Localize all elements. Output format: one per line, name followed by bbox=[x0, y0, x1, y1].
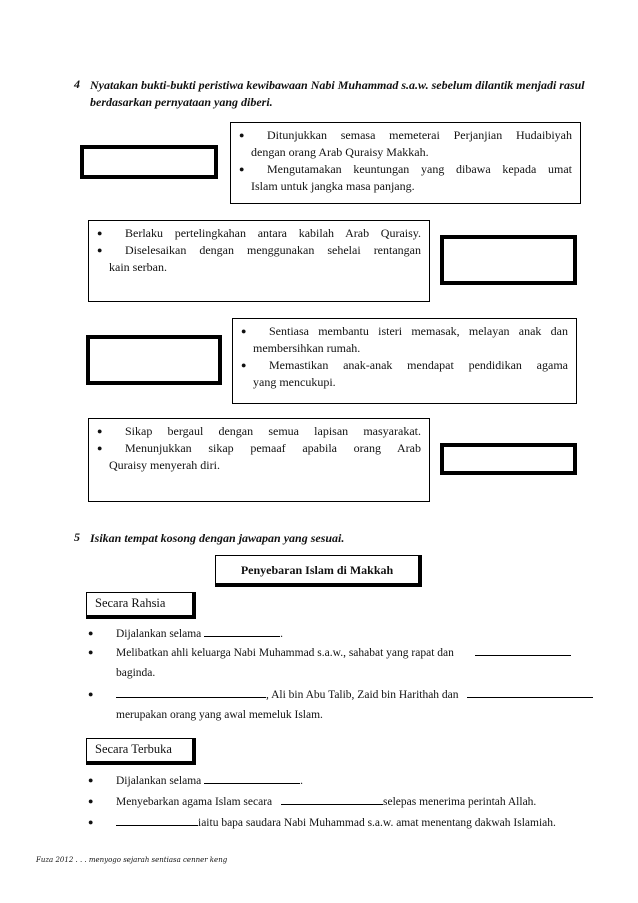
bullet-icon: ● bbox=[97, 245, 103, 255]
bullet-icon: ● bbox=[241, 360, 247, 370]
question-5-number: 5 bbox=[74, 530, 80, 544]
statement-4-line1: ● Sikap bergaul dengan semua lapisan masyarakat. bbox=[97, 424, 421, 438]
bullet-icon: ● bbox=[97, 228, 103, 238]
question-4-line2: berdasarkan pernyataan yang diberi. bbox=[90, 95, 273, 109]
statement-2-line2: ● Diselesaikan dengan menggunakan sehelai rentangan bbox=[97, 243, 421, 257]
heading-secara-terbuka: Secara Terbuka bbox=[86, 738, 196, 765]
statement-2-line3: kain serban. bbox=[109, 260, 167, 274]
statement-box-1 bbox=[230, 122, 581, 204]
bullet-icon: ● bbox=[241, 326, 247, 336]
question-4-text bbox=[90, 77, 600, 111]
question-4-number: 4 bbox=[74, 77, 80, 91]
blank-rahsia-group[interactable] bbox=[475, 644, 571, 656]
answer-box-3[interactable] bbox=[86, 335, 222, 385]
statement-3-line3: ● Memastikan anak-anak mendapat pendidikan agama bbox=[241, 358, 568, 372]
blank-rahsia-first-convert[interactable] bbox=[116, 686, 266, 698]
statement-1-line2: dengan orang Arab Quraisy Makkah. bbox=[251, 145, 429, 159]
blank-terbuka-opponent[interactable] bbox=[116, 814, 198, 826]
bullet-icon: ● bbox=[88, 775, 94, 785]
answer-box-4[interactable] bbox=[440, 443, 577, 475]
blank-terbuka-duration[interactable] bbox=[204, 772, 300, 784]
page-footer: Fuza 2012 . . . menyogo sejarah sentiasa cenner keng bbox=[36, 856, 228, 864]
bullet-icon: ● bbox=[88, 689, 94, 699]
statement-3-line2: membersihkan rumah. bbox=[253, 341, 361, 355]
bullet-icon: ● bbox=[88, 796, 94, 806]
rahsia-item-3-cont: merupakan orang yang awal memeluk Islam. bbox=[116, 709, 323, 721]
terbuka-item-3: ● iaitu bapa saudara Nabi Muhammad s.a.w. amat menentang dakwah Islamiah. bbox=[88, 813, 618, 832]
statement-3-line1: ● Sentiasa membantu isteri memasak, melayan anak dan bbox=[241, 324, 568, 338]
statement-3-line4: yang mencukupi. bbox=[253, 375, 336, 389]
statement-4-line3: Quraisy menyerah diri. bbox=[109, 458, 220, 472]
bullet-icon: ● bbox=[239, 130, 245, 140]
statement-box-4 bbox=[88, 418, 430, 502]
bullet-icon: ● bbox=[97, 443, 103, 453]
terbuka-item-1: ● Dijalankan selama . bbox=[88, 771, 303, 790]
rahsia-item-2-cont: baginda. bbox=[116, 667, 156, 679]
bullet-icon: ● bbox=[88, 628, 94, 638]
bullet-icon: ● bbox=[239, 164, 245, 174]
question-5-text: Isikan tempat kosong dengan jawapan yang sesuai. bbox=[90, 531, 345, 545]
statement-box-3 bbox=[232, 318, 577, 404]
answer-box-1[interactable] bbox=[80, 145, 218, 179]
answer-box-2[interactable] bbox=[440, 235, 577, 285]
statement-1-line1: ● Ditunjukkan semasa memeterai Perjanjian Hudaibiyah bbox=[239, 128, 572, 142]
statement-2-line1: ● Berlaku pertelingkahan antara kabilah Arab Quraisy. bbox=[97, 226, 421, 240]
heading-secara-rahsia: Secara Rahsia bbox=[86, 592, 196, 619]
rahsia-item-2: ● Melibatkan ahli keluarga Nabi Muhammad s.a.w., sahabat yang rapat dan bbox=[88, 643, 608, 662]
terbuka-item-2: ● Menyebarkan agama Islam secara selepas menerima perintah Allah. bbox=[88, 792, 618, 811]
rahsia-item-3: ● , Ali bin Abu Talib, Zaid bin Harithah dan bbox=[88, 685, 618, 704]
bullet-icon: ● bbox=[88, 817, 94, 827]
section-title: Penyebaran Islam di Makkah bbox=[215, 555, 422, 587]
bullet-icon: ● bbox=[97, 426, 103, 436]
blank-rahsia-second-convert[interactable] bbox=[467, 686, 593, 698]
statement-1-line3: ● Mengutamakan keuntungan yang dibawa kepada umat bbox=[239, 162, 572, 176]
question-4-line1: Nyatakan bukti-bukti peristiwa kewibawaan Nabi Muhammad s.a.w. sebelum dilantik menjadi rasul bbox=[90, 78, 585, 92]
rahsia-item-1: ● Dijalankan selama . bbox=[88, 624, 283, 643]
statement-box-2 bbox=[88, 220, 430, 302]
statement-4-line2: ● Menunjukkan sikap pemaaf apabila orang Arab bbox=[97, 441, 421, 455]
statement-1-line4: Islam untuk jangka masa panjang. bbox=[251, 179, 415, 193]
bullet-icon: ● bbox=[88, 647, 94, 657]
blank-terbuka-method[interactable] bbox=[281, 793, 383, 805]
blank-rahsia-duration[interactable] bbox=[204, 625, 280, 637]
